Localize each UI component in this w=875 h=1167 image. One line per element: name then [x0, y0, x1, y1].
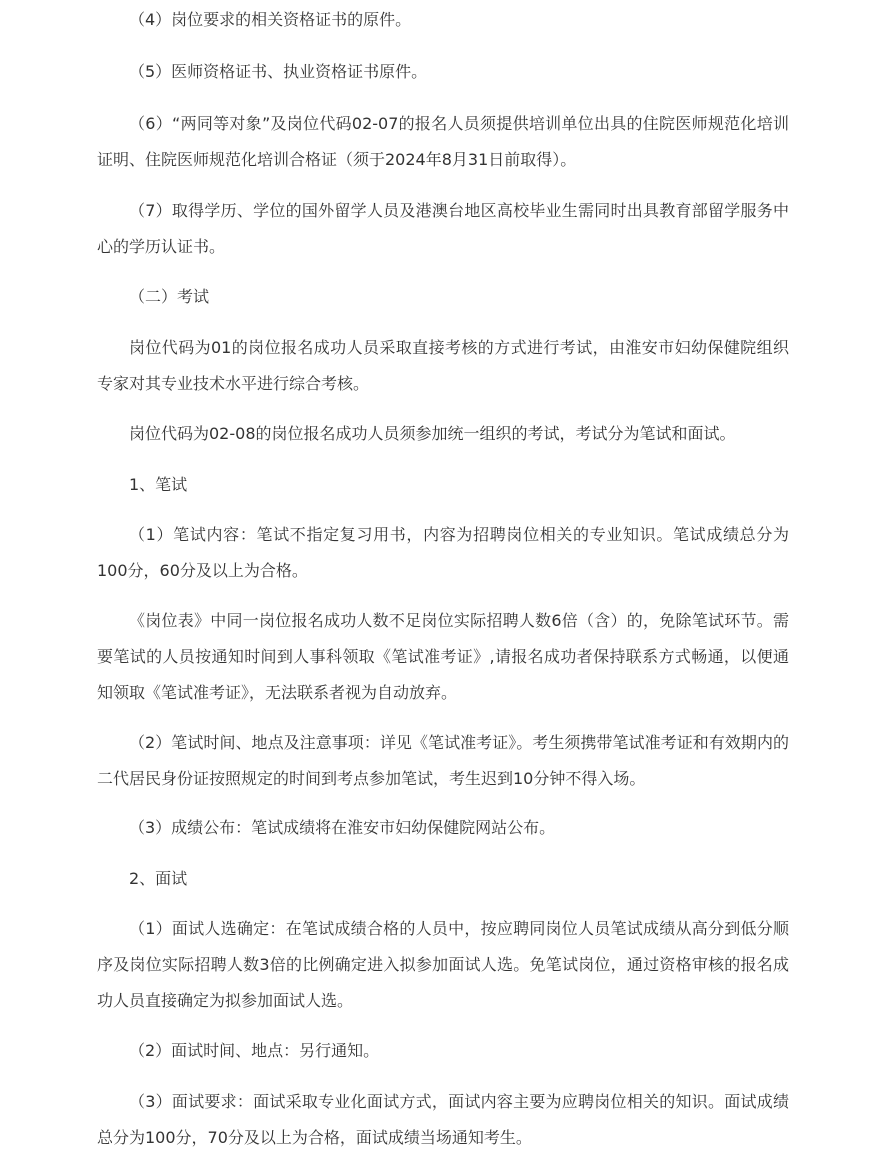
subheading-interview: 2、面试 — [129, 869, 188, 888]
paragraph-direct-assessment: 岗位代码为01的岗位报名成功人员采取直接考核的方式进行考试，由淮安市妇幼保健院组织专家对其专业技术水平进行综合考核。 — [97, 338, 789, 393]
paragraph-written-time-place: （2）笔试时间、地点及注意事项：详见《笔试准考证》。考生须携带笔试准考证和有效期内的二代居民身份证按照规定的时间到考点参加笔试，考生迟到10分钟不得入场。 — [97, 733, 789, 788]
paragraph-item-4: （4）岗位要求的相关资格证书的原件。 — [129, 10, 412, 29]
paragraph-item-7: （7）取得学历、学位的国外留学人员及港澳台地区高校毕业生需同时出具教育部留学服务中心的学历认证书。 — [97, 201, 789, 256]
paragraph-interview-selection: （1）面试人选确定：在笔试成绩合格的人员中，按应聘同岗位人员笔试成绩从高分到低分顺序及岗位实际招聘人数3倍的比例确定进入拟参加面试人选。免笔试岗位，通过资格审核的报名成功人员直接确定为拟参加面试人选。 — [97, 919, 789, 1010]
subheading-written-exam: 1、笔试 — [129, 475, 188, 494]
paragraph-item-5: （5）医师资格证书、执业资格证书原件。 — [129, 62, 428, 81]
paragraph-interview-time-place: （2）面试时间、地点：另行通知。 — [129, 1041, 380, 1060]
paragraph-unified-exam: 岗位代码为02-08的岗位报名成功人员须参加统一组织的考试，考试分为笔试和面试。 — [129, 424, 736, 443]
paragraph-interview-requirements: （3）面试要求：面试采取专业化面试方式，面试内容主要为应聘岗位相关的知识。面试成绩总分为100分，70分及以上为合格，面试成绩当场通知考生。 — [97, 1092, 789, 1147]
paragraph-item-6: （6）“两同等对象”及岗位代码02-07的报名人员须提供培训单位出具的住院医师规范化培训证明、住院医师规范化培训合格证（须于2024年8月31日前取得）。 — [97, 114, 789, 169]
paragraph-score-publication: （3）成绩公布：笔试成绩将在淮安市妇幼保健院网站公布。 — [129, 818, 556, 837]
section-heading-exam: （二）考试 — [129, 287, 210, 306]
paragraph-written-content: （1）笔试内容：笔试不指定复习用书，内容为招聘岗位相关的专业知识。笔试成绩总分为100分，60分及以上为合格。 — [97, 525, 789, 580]
paragraph-written-exemption: 《岗位表》中同一岗位报名成功人数不足岗位实际招聘人数6倍（含）的，免除笔试环节。需要笔试的人员按通知时间到人事科领取《笔试准考证》,请报名成功者保持联系方式畅通，以便通知领取《笔试准考证》，无法联系者视为自动放弃。 — [97, 611, 789, 702]
